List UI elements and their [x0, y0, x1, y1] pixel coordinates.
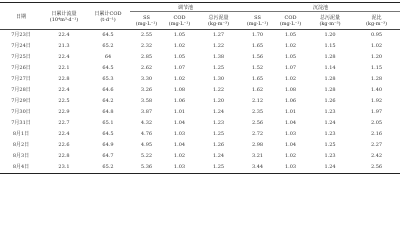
table-cell-a-ss: 3.87 [140, 109, 153, 115]
table-cell-a-cod: 1.02 [173, 76, 186, 82]
table-cell-flow: 22.7 [58, 120, 70, 126]
table-cell-a-load: 1.22 [212, 43, 225, 49]
table-cell-b-load: 1.20 [324, 32, 336, 38]
table-cell-b-ss: 1.62 [251, 87, 264, 93]
table-row [0, 63, 400, 74]
header-daily-cod [86, 3, 130, 30]
table-cell-cod: 64.5 [102, 131, 114, 137]
table-cell-a-load: 1.24 [212, 153, 225, 159]
table-cell-b-load: 1.23 [324, 109, 336, 115]
table-cell-b-ratio: 1.97 [370, 109, 383, 115]
table-cell-a-cod: 1.01 [173, 109, 186, 115]
table-cell-a-cod: 1.07 [173, 65, 186, 71]
table-cell-b-load: 1.28 [324, 76, 336, 82]
header-daily-cod-label: 日累计COD [94, 10, 122, 17]
table-cell-flow: 23.1 [42, 162, 86, 174]
header-b-ratio [353, 12, 400, 30]
header-b-ratio-label: 泥比 [371, 14, 382, 21]
header-b-ss-label: SS [254, 14, 261, 21]
table-cell-b-load: 1.24 [307, 162, 353, 174]
header-row-1 [0, 3, 400, 12]
table-cell-date: 7月26日 [11, 65, 31, 71]
header-a-cod-unit: (mg·L⁻¹) [168, 20, 191, 27]
header-date: 日期 [0, 3, 42, 30]
table-cell-date: 7月28日 [11, 87, 31, 93]
header-a-cod [163, 12, 196, 30]
table-cell-b-ss: 2.72 [251, 131, 264, 137]
table-cell-b-cod: 1.04 [284, 142, 297, 148]
table-cell-a-load: 1.20 [212, 98, 225, 104]
header-group-b: 沉淀池 [241, 3, 400, 12]
header-daily-flow-unit: (10⁴m³·d⁻¹) [49, 16, 79, 23]
header-a-load-label: 总污泥量 [208, 14, 229, 21]
table-cell-a-ss: 4.32 [140, 120, 153, 126]
table-cell-b-load: 1.28 [324, 54, 336, 60]
table-cell-b-ss: 2.35 [251, 109, 264, 115]
table-cell-b-ratio: 2.05 [370, 120, 383, 126]
table-cell-date: 8月1日 [12, 131, 30, 137]
table-cell-a-ss: 5.36 [130, 162, 163, 174]
table-cell-flow: 22.5 [58, 98, 70, 104]
table-cell-b-load: 1.23 [324, 153, 336, 159]
table-cell-a-load: 1.38 [212, 54, 225, 60]
table-cell-flow: 22.4 [58, 131, 70, 137]
table-cell-date: 8月2日 [12, 142, 30, 148]
table-cell-cod: 64 [104, 54, 112, 60]
table-cell-flow: 21.3 [58, 43, 70, 49]
table-cell-b-ss: 2.12 [251, 98, 264, 104]
table-cell-b-cod: 1.02 [284, 43, 297, 49]
table-cell-a-cod: 1.02 [173, 43, 186, 49]
table-cell-cod: 65.2 [102, 43, 114, 49]
table-cell-a-ss: 3.30 [140, 76, 153, 82]
table-cell-b-cod: 1.02 [284, 153, 297, 159]
table-cell-b-ratio: 1.20 [370, 54, 383, 60]
table-cell-b-cod: 1.06 [284, 98, 297, 104]
table-cell-b-ratio: 0.95 [370, 32, 383, 38]
table-cell-cod: 64.5 [102, 32, 114, 38]
table-row [0, 162, 400, 174]
table-cell-a-load: 1.22 [212, 87, 225, 93]
table-row [0, 118, 400, 129]
table-cell-b-ss: 2.56 [251, 120, 264, 126]
table-cell-a-cod: 1.06 [173, 98, 186, 104]
table-cell-flow: 22.8 [58, 153, 70, 159]
table-cell-cod: 64.8 [102, 109, 114, 115]
table-cell-flow: 22.4 [58, 32, 70, 38]
table-cell-cod: 65.1 [102, 120, 114, 126]
table-cell-b-load: 1.28 [324, 87, 336, 93]
table-cell-a-cod: 1.02 [173, 153, 186, 159]
table-cell-a-cod: 1.05 [173, 54, 186, 60]
table-cell-cod: 65.2 [86, 162, 130, 174]
table-row [0, 96, 400, 107]
table-cell-a-cod: 1.05 [173, 32, 186, 38]
table-cell-b-ratio: 1.40 [370, 87, 383, 93]
table-cell-b-ratio: 2.42 [370, 153, 383, 159]
table-cell-a-load: 1.26 [212, 142, 225, 148]
table-cell-a-ss: 3.26 [140, 87, 153, 93]
table-cell-a-ss: 3.58 [140, 98, 153, 104]
table-cell-a-load: 1.27 [212, 32, 225, 38]
table-cell-b-ss: 1.65 [251, 43, 264, 49]
table-cell-a-load: 1.30 [212, 76, 225, 82]
table-cell-b-load: 1.15 [324, 43, 336, 49]
header-a-load [196, 12, 241, 30]
table-cell-flow: 22.8 [58, 76, 70, 82]
table-cell-b-ratio: 1.92 [370, 98, 383, 104]
table-cell-b-ratio: 2.56 [353, 162, 400, 174]
header-b-load-label: 总污泥量 [320, 14, 341, 21]
table-cell-b-load: 1.23 [324, 131, 336, 137]
table-cell-flow: 22.6 [58, 142, 70, 148]
table-cell-cod: 64.9 [102, 142, 114, 148]
header-a-cod-label: COD [173, 14, 186, 21]
table-cell-a-ss: 2.62 [140, 65, 153, 71]
header-b-cod-label: COD [284, 14, 297, 21]
table-cell-date: 7月27日 [11, 76, 31, 82]
table-cell-date: 8月3日 [12, 153, 30, 159]
table-cell-flow: 22.1 [58, 65, 70, 71]
table-row [0, 30, 400, 42]
table-cell-a-load: 1.25 [196, 162, 241, 174]
table-row [0, 52, 400, 63]
table-cell-a-cod: 1.03 [163, 162, 196, 174]
table-cell-b-ss: 1.52 [251, 65, 264, 71]
table-cell-date: 7月29日 [11, 98, 31, 104]
table-cell-date: 7月30日 [11, 109, 31, 115]
table-cell-b-cod: 1.04 [284, 120, 297, 126]
table-cell-cod: 65.3 [102, 76, 114, 82]
table-cell-b-ratio: 2.27 [370, 142, 383, 148]
table-cell-flow: 22.9 [58, 109, 70, 115]
table-cell-b-cod: 1.05 [284, 32, 297, 38]
table-cell-date: 8月4日 [0, 162, 42, 174]
table-cell-cod: 64.2 [102, 98, 114, 104]
table-cell-b-load: 1.25 [324, 142, 336, 148]
table-cell-b-ss: 1.56 [251, 54, 264, 60]
table-cell-b-cod: 1.01 [284, 109, 297, 115]
data-table [0, 2, 400, 174]
table-cell-flow: 22.4 [58, 54, 70, 60]
table-cell-b-ratio: 2.16 [370, 131, 383, 137]
table-cell-a-load: 1.25 [212, 65, 225, 71]
table-cell-cod: 64.5 [102, 65, 114, 71]
table-cell-cod: 64.6 [102, 87, 114, 93]
table-cell-a-ss: 4.76 [140, 131, 153, 137]
header-a-ss-label: SS [143, 14, 150, 21]
header-a-load-unit: (kg·m⁻³) [207, 20, 230, 27]
table-cell-a-ss: 2.85 [140, 54, 153, 60]
header-b-ss [241, 12, 274, 30]
table-row [0, 41, 400, 52]
table-row [0, 107, 400, 118]
table-cell-a-load: 1.24 [212, 109, 225, 115]
table-cell-b-load: 1.14 [324, 65, 336, 71]
table-cell-b-cod: 1.05 [284, 54, 297, 60]
header-b-load [307, 12, 353, 30]
table-cell-b-ss: 1.65 [251, 76, 264, 82]
header-daily-flow [42, 3, 86, 30]
table-cell-b-cod: 1.08 [284, 87, 297, 93]
table-cell-b-cod: 1.03 [274, 162, 307, 174]
header-b-cod-unit: (mg·L⁻¹) [279, 20, 302, 27]
table-row [0, 140, 400, 151]
table-cell-b-ss: 2.98 [251, 142, 264, 148]
table-cell-b-ratio: 1.28 [370, 76, 383, 82]
table-cell-a-cod: 1.08 [173, 87, 186, 93]
table-row [0, 85, 400, 96]
table-row [0, 129, 400, 140]
table-cell-b-ratio: 1.15 [370, 65, 383, 71]
table-cell-a-load: 1.25 [212, 131, 225, 137]
header-group-a: 调节池 [130, 3, 241, 12]
table-cell-b-load: 1.24 [324, 120, 336, 126]
header-daily-cod-unit: (t·d⁻¹) [100, 16, 116, 23]
header-daily-flow-label: 日累计流量 [51, 10, 77, 17]
header-b-ratio-unit: (kg·m⁻³) [365, 20, 388, 27]
table-cell-date: 7月31日 [11, 120, 31, 126]
header-a-ss [130, 12, 163, 30]
table-cell-b-ss: 3.21 [251, 153, 264, 159]
table-cell-date: 7月25日 [11, 54, 31, 60]
table-cell-a-ss: 2.32 [140, 43, 153, 49]
table-cell-a-cod: 1.04 [173, 120, 186, 126]
table-cell-b-cod: 1.02 [284, 76, 297, 82]
table-cell-a-ss: 2.55 [140, 32, 153, 38]
table-cell-b-ss: 3.44 [241, 162, 274, 174]
table-cell-date: 7月23日 [11, 32, 31, 38]
table-cell-date: 7月24日 [11, 43, 31, 49]
table-row [0, 74, 400, 85]
header-b-load-unit: (kg·m⁻³) [319, 20, 341, 27]
table-row [0, 151, 400, 162]
table-cell-a-cod: 1.04 [173, 142, 186, 148]
table-cell-a-cod: 1.03 [173, 131, 186, 137]
table-cell-flow: 22.4 [58, 87, 70, 93]
table-body [0, 30, 400, 174]
header-a-ss-unit: (mg·L⁻¹) [135, 20, 158, 27]
table-cell-b-ss: 1.70 [251, 32, 264, 38]
table-cell-cod: 64.7 [102, 153, 114, 159]
table-cell-a-ss: 4.95 [140, 142, 153, 148]
table-cell-a-ss: 5.22 [140, 153, 153, 159]
header-b-ss-unit: (mg·L⁻¹) [246, 20, 269, 27]
table-cell-a-load: 1.23 [212, 120, 225, 126]
table-cell-b-cod: 1.07 [284, 65, 297, 71]
table-cell-b-load: 1.26 [324, 98, 336, 104]
table-cell-b-cod: 1.03 [284, 131, 297, 137]
table-cell-b-ratio: 1.02 [370, 43, 383, 49]
header-b-cod [274, 12, 307, 30]
